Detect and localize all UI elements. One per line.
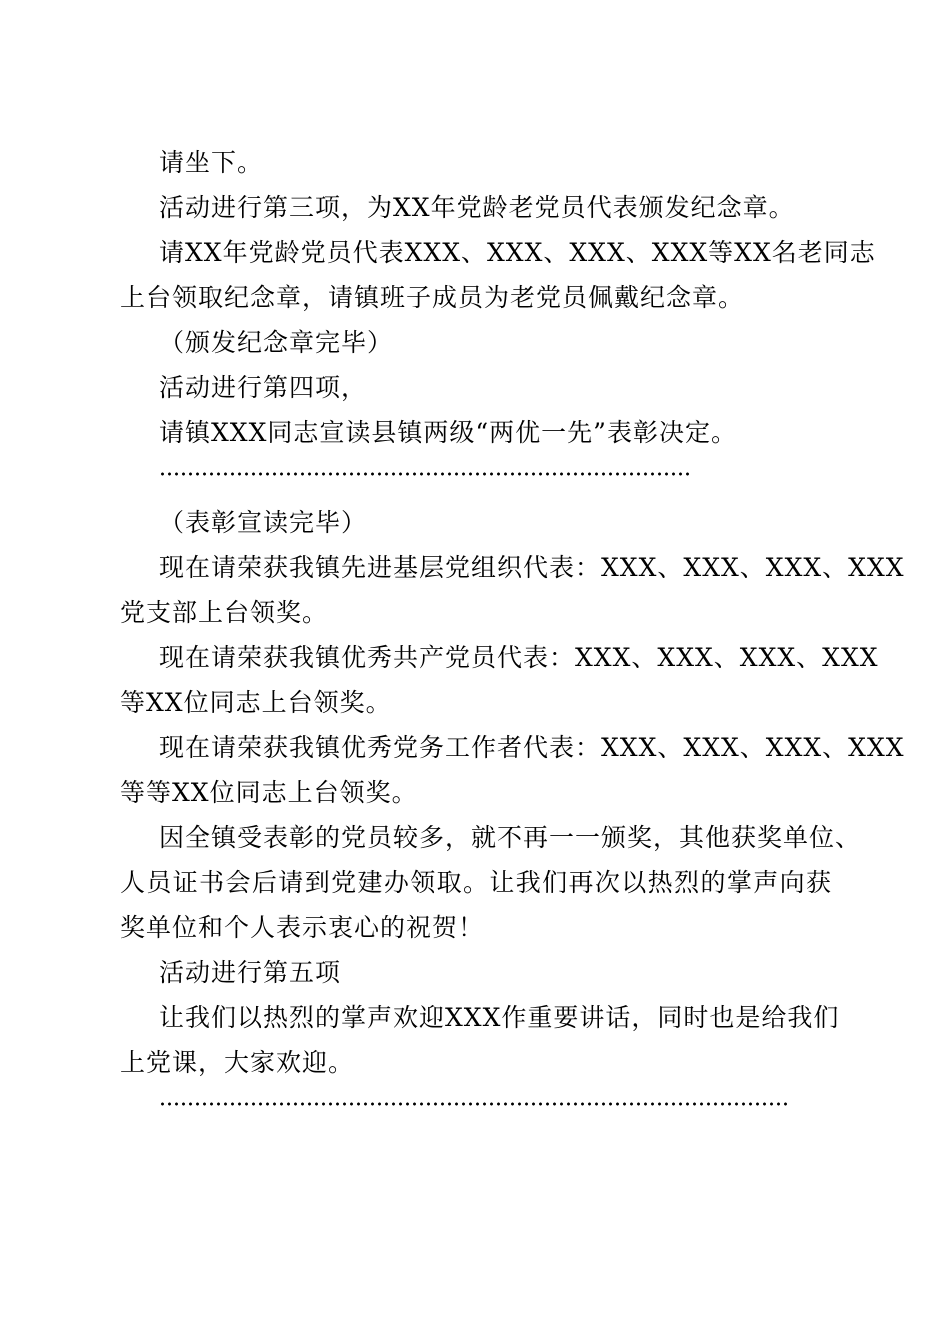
paragraph-line: 现在请荣获我镇优秀党务工作者代表：XXX、XXX、XXX、XXX bbox=[159, 733, 905, 762]
paragraph-line: 因全镇受表彰的党员较多，就不再一一颁奖，其他获奖单位、 bbox=[159, 823, 862, 852]
paragraph-line: 请XX年党龄党员代表XXX、XXX、XXX、XXX等XX名老同志 bbox=[159, 238, 876, 267]
paragraph-line: 活动进行第三项，为XX年党龄老党员代表颁发纪念章。 bbox=[159, 193, 795, 222]
paragraph-line: 上党课，大家欢迎。 bbox=[120, 1048, 355, 1077]
paragraph-line: 现在请荣获我镇优秀共产党员代表：XXX、XXX、XXX、XXX bbox=[159, 643, 879, 672]
paragraph-line: 请镇XXX同志宣读县镇两级“两优一先”表彰决定。 bbox=[159, 418, 737, 447]
paragraph-line: 活动进行第五项 bbox=[159, 958, 342, 987]
paragraph-line: 人员证书会后请到党建办领取。让我们再次以热烈的掌声向获 bbox=[120, 868, 832, 897]
paragraph-line: （颁发纪念章完毕） bbox=[159, 328, 394, 357]
paragraph-line: 让我们以热烈的掌声欢迎XXX作重要讲话，同时也是给我们 bbox=[159, 1003, 840, 1032]
ellipsis-divider bbox=[159, 1101, 791, 1107]
paragraph-line: 请坐下。 bbox=[159, 148, 264, 177]
paragraph-line: 现在请荣获我镇先进基层党组织代表：XXX、XXX、XXX、XXX bbox=[159, 553, 905, 582]
paragraph-line: 活动进行第四项， bbox=[159, 373, 368, 402]
paragraph-line: 奖单位和个人表示衷心的祝贺！ bbox=[120, 913, 485, 942]
paragraph-line: （表彰宣读完毕） bbox=[159, 508, 368, 537]
paragraph-line: 党支部上台领奖。 bbox=[120, 598, 329, 627]
paragraph-line: 等XX位同志上台领奖。 bbox=[120, 688, 392, 717]
paragraph-line: 等等XX位同志上台领奖。 bbox=[120, 778, 418, 807]
paragraph-line: 上台领取纪念章，请镇班子成员为老党员佩戴纪念章。 bbox=[120, 283, 745, 312]
ellipsis-divider bbox=[159, 471, 691, 477]
